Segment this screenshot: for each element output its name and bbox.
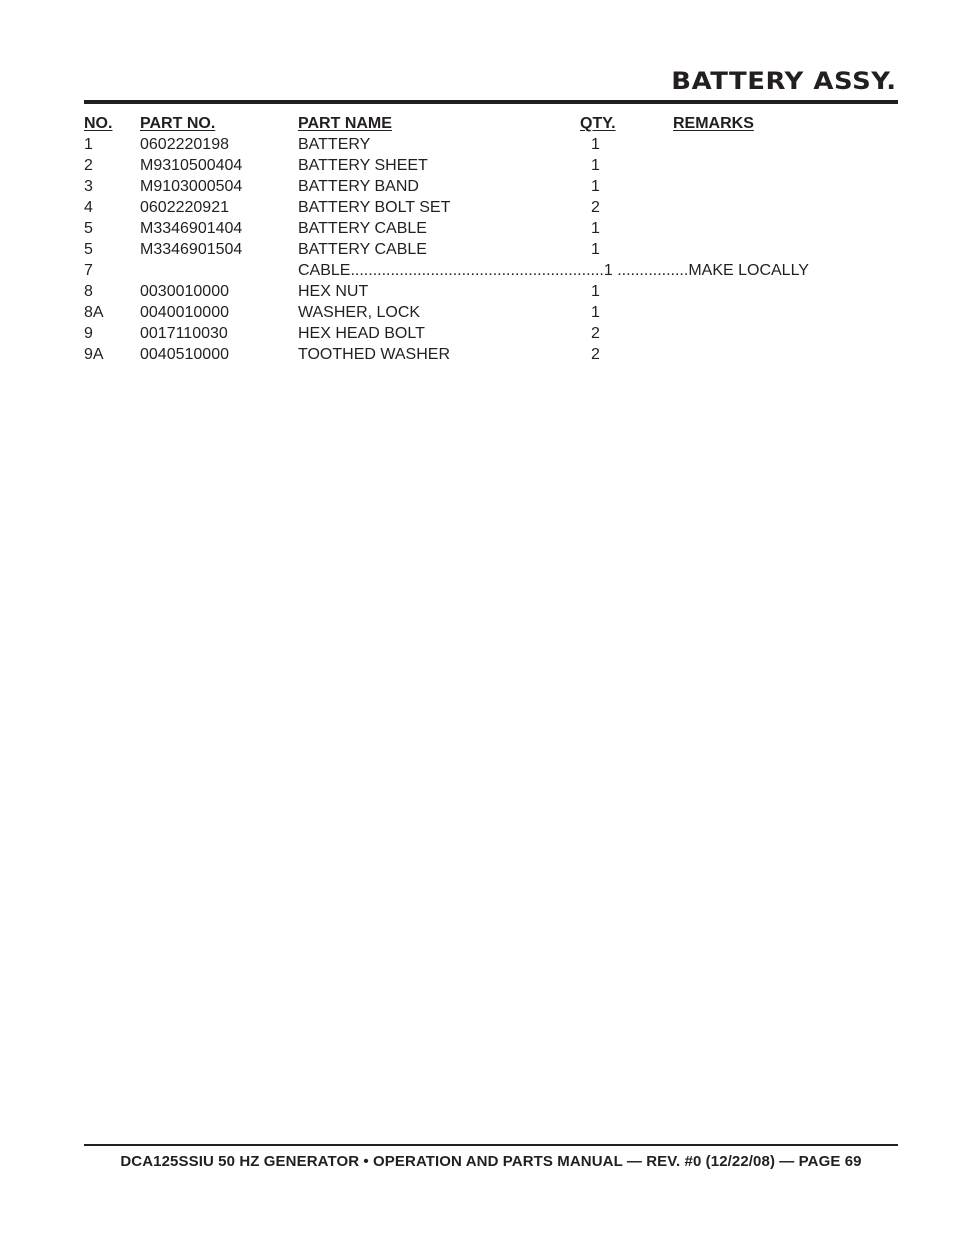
row-part-no: M9103000504	[140, 178, 243, 195]
row-no: 8A	[84, 304, 104, 321]
header-no: NO.	[84, 115, 113, 132]
row-part-name: TOOTHED WASHER	[298, 346, 451, 363]
row-qty: 1	[591, 241, 600, 258]
table-row	[84, 155, 844, 176]
row-no: 9A	[84, 346, 104, 363]
row-no: 5	[84, 220, 93, 237]
row-part-name: WASHER, LOCK	[298, 304, 421, 321]
table-row	[84, 323, 844, 344]
row-part-name: HEX NUT	[298, 283, 369, 300]
table-row	[84, 134, 844, 155]
header-qty: QTY.	[580, 115, 616, 132]
title-divider	[84, 100, 898, 104]
row-qty: 1	[591, 304, 600, 321]
table-row	[84, 302, 844, 323]
table-row	[84, 239, 844, 260]
row-no: 3	[84, 178, 93, 195]
row-no: 7	[84, 262, 93, 279]
page-footer: DCA125SSIU 50 HZ GENERATOR • OPERATION AND PARTS MANUAL — REV. #0 (12/22/08) — PAGE 69	[120, 1153, 862, 1170]
table-row	[84, 197, 844, 218]
parts-list-table	[84, 113, 844, 365]
row-no: 8	[84, 283, 93, 300]
row-part-no: M9310500404	[140, 157, 243, 174]
row-qty: 2	[591, 199, 600, 216]
row-qty: 1	[591, 178, 600, 195]
row-qty: 2	[591, 346, 600, 363]
row-qty: 1	[591, 136, 600, 153]
table-row	[84, 281, 844, 302]
row-part-name: BATTERY CABLE	[298, 241, 427, 258]
table-row	[84, 260, 844, 281]
row-part-no: 0040510000	[140, 346, 229, 363]
row-part-no: 0040010000	[140, 304, 229, 321]
row-part-no: 0602220921	[140, 199, 229, 216]
row-no: 9	[84, 325, 93, 342]
row-part-name: BATTERY SHEET	[298, 157, 428, 174]
row-leader-line: CABLE.........................................................1 ................MAKE LOCALLY	[298, 262, 809, 279]
row-qty: 1	[591, 283, 600, 300]
header-part-name: PART NAME	[298, 115, 392, 132]
row-no: 2	[84, 157, 93, 174]
row-part-no: 0602220198	[140, 136, 229, 153]
footer-divider	[84, 1144, 898, 1146]
row-no: 1	[84, 136, 93, 153]
row-part-no: M3346901404	[140, 220, 243, 237]
row-part-name: BATTERY BOLT SET	[298, 199, 451, 216]
table-row	[84, 176, 844, 197]
table-row	[84, 218, 844, 239]
header-remarks: REMARKS	[673, 115, 754, 132]
table-header-row	[84, 113, 844, 134]
header-part-no: PART NO.	[140, 115, 216, 132]
row-part-name: BATTERY BAND	[298, 178, 419, 195]
row-part-no: 0030010000	[140, 283, 229, 300]
row-part-name: HEX HEAD BOLT	[298, 325, 425, 342]
row-qty: 1	[591, 220, 600, 237]
table-row	[84, 344, 844, 365]
row-part-name: BATTERY	[298, 136, 371, 153]
row-part-no: M3346901504	[140, 241, 243, 258]
row-qty: 2	[591, 325, 600, 342]
row-qty: 1	[591, 157, 600, 174]
row-no: 5	[84, 241, 93, 258]
row-part-name: BATTERY CABLE	[298, 220, 427, 237]
row-no: 4	[84, 199, 93, 216]
row-part-no: 0017110030	[140, 325, 228, 342]
page-title: BATTERY ASSY.	[671, 67, 897, 95]
